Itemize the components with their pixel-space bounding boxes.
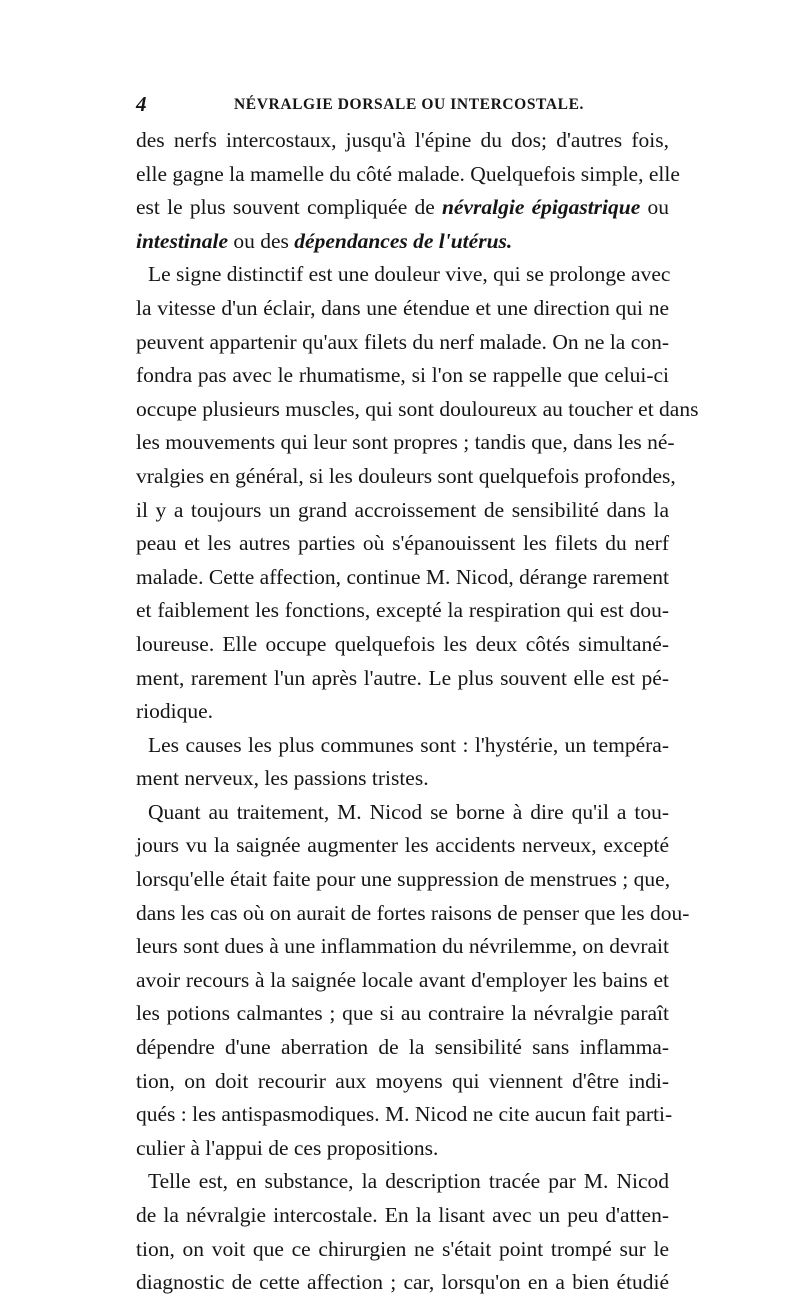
text-segment: culier à l'appui de ces propositions. <box>136 1135 439 1160</box>
text-segment: les mouvements qui leur sont propres ; tandis que, dans les né- <box>136 430 675 455</box>
text-segment: tion, on voit que ce chirurgien ne s'était point trompé sur le <box>136 1236 669 1261</box>
text-line <box>136 628 669 662</box>
emphasized-text: intestinale <box>136 228 228 253</box>
text-line <box>136 863 669 897</box>
text-segment: malade. Cette affection, continue M. Nicod, dérange rarement <box>136 564 669 589</box>
text-line <box>136 762 669 796</box>
text-line <box>136 695 669 729</box>
text-line <box>136 158 680 192</box>
text-line <box>136 1266 669 1300</box>
text-segment: tion, on doit recourir aux moyens qui viennent d'être indi- <box>136 1068 669 1093</box>
text-segment: est le plus souvent compliquée de <box>136 195 442 220</box>
text-segment: elle gagne la mamelle du côté malade. Quelquefois simple, elle <box>136 161 680 186</box>
text-line <box>136 191 669 225</box>
text-segment: Quant au traitement, M. Nicod se borne à dire qu'il a tou- <box>148 799 669 824</box>
text-line <box>136 930 669 964</box>
text-line <box>136 292 669 326</box>
text-segment: peuvent appartenir qu'aux filets du nerf malade. On ne la con- <box>136 329 669 354</box>
text-segment: Telle est, en substance, la description tracée par M. Nicod <box>148 1169 669 1194</box>
body-text <box>136 124 699 1300</box>
text-segment: loureuse. Elle occupe quelquefois les deux côtés simultané- <box>136 631 669 656</box>
emphasized-text: névralgie épigastrique <box>441 195 641 220</box>
text-segment: de la névralgie intercostale. En la lisant avec un peu d'atten- <box>136 1203 669 1227</box>
text-line <box>136 1233 669 1267</box>
running-title: NÉVRALGIE DORSALE OU INTERCOSTALE. <box>234 96 584 113</box>
text-segment: qués : les antispasmodiques. M. Nicod ne cite aucun fait parti- <box>136 1102 673 1127</box>
text-line <box>136 829 669 863</box>
text-line <box>136 1132 669 1166</box>
text-segment: peau et les autres parties où s'épanouissent les filets du nerf <box>136 531 669 556</box>
text-segment: avoir recours à la saignée locale avant d'employer les bains et <box>136 967 669 992</box>
text-line <box>136 561 669 595</box>
text-line <box>136 359 669 393</box>
text-segment: diagnostic de cette affection ; car, lorsqu'on en a bien étudié <box>136 1270 669 1295</box>
text-segment: vralgies en général, si les douleurs sont quelquefois profondes, <box>136 463 676 488</box>
emphasized-text: dépendances de l'utérus. <box>294 228 513 253</box>
text-line <box>136 326 669 360</box>
text-line <box>136 796 669 830</box>
text-line <box>136 393 699 427</box>
text-segment: et faiblement les fonctions, excepté la respiration qui est dou- <box>136 598 669 623</box>
text-segment: ou des <box>227 228 295 253</box>
text-line <box>136 1031 669 1065</box>
text-line <box>136 729 669 763</box>
text-line <box>136 1065 669 1099</box>
text-segment: jours vu la saignée augmenter les accidents nerveux, excepté <box>136 833 669 858</box>
text-line <box>136 426 675 460</box>
page-number: 4 <box>136 92 147 116</box>
text-segment: leurs sont dues à une inflammation du névrilemme, on devrait <box>136 934 669 959</box>
text-segment: des nerfs intercostaux, jusqu'à l'épine du dos; d'autres fois, <box>136 128 669 152</box>
text-segment: Les causes les plus communes sont : l'hystérie, un tempéra- <box>148 732 669 757</box>
text-line <box>136 494 669 528</box>
text-line <box>136 964 669 998</box>
text-segment: riodique. <box>136 699 214 724</box>
text-segment: la vitesse d'un éclair, dans une étendue et une direction qui ne <box>136 295 669 320</box>
running-head <box>136 92 676 116</box>
text-segment: il y a toujours un grand accroissement de sensibilité dans la <box>136 497 669 522</box>
text-line <box>136 460 676 494</box>
text-segment: ou <box>640 195 669 220</box>
text-line <box>136 1165 669 1199</box>
text-line <box>136 594 669 628</box>
text-line <box>136 527 669 561</box>
text-line <box>136 662 669 696</box>
text-line <box>136 258 669 292</box>
text-line <box>136 1199 669 1233</box>
text-segment: Le signe distinctif est une douleur vive, qui se prolonge avec <box>148 262 671 287</box>
text-segment: ment, rarement l'un après l'autre. Le plus souvent elle est pé- <box>136 665 669 690</box>
text-line <box>136 225 669 259</box>
text-segment: les potions calmantes ; que si au contraire la névralgie paraît <box>136 1001 669 1026</box>
text-segment: ment nerveux, les passions tristes. <box>136 766 429 791</box>
text-segment: dépendre d'une aberration de la sensibilité sans inflamma- <box>136 1035 669 1060</box>
text-line <box>136 1098 673 1132</box>
text-line <box>136 124 669 158</box>
text-line <box>136 897 690 931</box>
text-segment: occupe plusieurs muscles, qui sont douloureux au toucher et dans <box>136 396 699 421</box>
text-segment: fondra pas avec le rhumatisme, si l'on se rappelle que celui-ci <box>136 363 669 388</box>
text-line <box>136 997 669 1031</box>
text-segment: dans les cas où on aurait de fortes raisons de penser que les dou- <box>136 900 690 925</box>
text-segment: lorsqu'elle était faite pour une suppression de menstrues ; que, <box>136 867 671 892</box>
